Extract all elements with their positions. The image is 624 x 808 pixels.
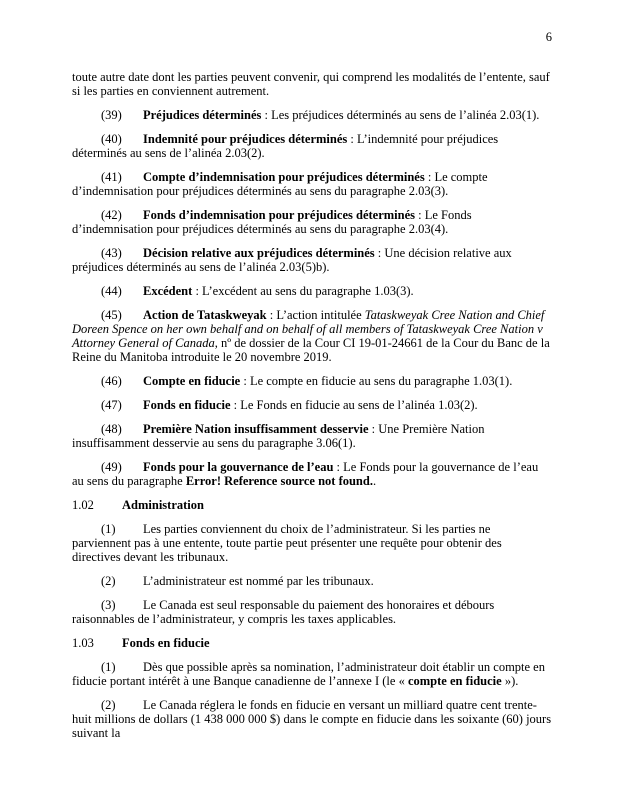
section-number: 1.03 xyxy=(72,636,94,650)
paragraph-number: (1) xyxy=(101,522,116,536)
text-segment: Tataskweyak Cree Nation and Chief Doreen Spence on her own behalf and on behalf of all members of Tataskweyak Cree Nation v Attorney General of Canada xyxy=(72,308,545,350)
text-segment: : Les préjudices déterminés au sens de l’alinéa 2.03(1). xyxy=(261,108,540,122)
paragraph-number: (41) xyxy=(101,170,122,184)
numbered-paragraph xyxy=(72,246,552,274)
text-segment: Compte en fiducie xyxy=(143,374,241,388)
numbered-paragraph xyxy=(72,170,552,198)
text-segment: Première Nation insuffisamment desservie xyxy=(143,422,369,436)
section-heading xyxy=(72,498,552,512)
numbered-paragraph xyxy=(72,422,552,450)
paragraph-number: (2) xyxy=(101,698,116,712)
text-segment: : Une Première Nation insuffisamment desservie au sens du paragraphe 3.06(1). xyxy=(72,422,485,450)
paragraph-number: (1) xyxy=(101,660,116,674)
numbered-paragraph xyxy=(72,460,552,488)
text-segment: Décision relative aux préjudices déterminés xyxy=(143,246,375,260)
text-segment: Le Canada est seul responsable du paiement des honoraires et débours raisonnables de l’administrateur, y compris les taxes applicables. xyxy=(72,598,495,626)
numbered-paragraph xyxy=(72,574,552,588)
numbered-paragraph xyxy=(72,698,552,740)
paragraph-number: (2) xyxy=(101,574,116,588)
text-segment: : Le Fonds d’indemnisation pour préjudices déterminés au sens du paragraphe 2.03(4). xyxy=(72,208,472,236)
paragraph-number: (46) xyxy=(101,374,122,388)
numbered-paragraph xyxy=(72,208,552,236)
text-segment: . xyxy=(372,474,377,488)
document-content xyxy=(72,70,552,740)
text-segment: Compte d’indemnisation pour préjudices déterminés xyxy=(143,170,425,184)
page-header xyxy=(72,30,552,44)
text-segment: Fonds d’indemnisation pour préjudices déterminés xyxy=(143,208,416,222)
numbered-paragraph xyxy=(72,284,552,298)
text-segment: : Le compte en fiducie au sens du paragraphe 1.03(1). xyxy=(240,374,513,388)
text-segment: L’administrateur est nommé par les tribunaux. xyxy=(143,574,374,588)
numbered-paragraph xyxy=(72,374,552,388)
paragraph-number: (43) xyxy=(101,246,122,260)
text-segment: Dès que possible après sa nomination, l’administrateur doit établir un compte en fiducie portant intérêt à une Banque canadienne de l’annexe I (le « xyxy=(72,660,545,688)
paragraph-number: (42) xyxy=(101,208,122,222)
numbered-paragraph xyxy=(72,522,552,564)
text-segment: : Une décision relative aux préjudices déterminés au sens de l’alinéa 2.03(5)b). xyxy=(72,246,512,274)
numbered-paragraph xyxy=(72,660,552,688)
text-segment: Excédent xyxy=(143,284,193,298)
paragraph-number: (3) xyxy=(101,598,116,612)
paragraph-number: (40) xyxy=(101,132,122,146)
numbered-paragraph xyxy=(72,598,552,626)
page-number: 6 xyxy=(545,30,552,44)
section-heading xyxy=(72,636,552,650)
text-segment: Indemnité pour préjudices déterminés xyxy=(143,132,348,146)
text-segment: Le Canada réglera le fonds en fiducie en versant un milliard quatre cent trente-huit millions de dollars (1 438 000 000 $) dans le compte en fiducie dans les soixante (60) jours suivant la xyxy=(72,698,552,740)
paragraph-number: (39) xyxy=(101,108,122,122)
text-segment: »). xyxy=(501,674,519,688)
text-segment: : Le compte d’indemnisation pour préjudices déterminés au sens du paragraphe 2.03(3). xyxy=(72,170,488,198)
paragraph-number: (47) xyxy=(101,398,122,412)
body-paragraph xyxy=(72,70,552,98)
text-segment: Error! Reference source not found. xyxy=(185,474,373,488)
text-segment: Action de Tataskweyak xyxy=(143,308,267,322)
text-segment: toute autre date dont les parties peuvent convenir, qui comprend les modalités de l’entente, sauf si les parties en conviennent autrement. xyxy=(72,70,550,98)
text-segment: Les parties conviennent du choix de l’administrateur. Si les parties ne parviennent pas à une entente, toute partie peut présenter une requête pour obtenir des directives devant les tribunaux. xyxy=(72,522,502,564)
text-segment: : Le Fonds en fiducie au sens de l’alinéa 1.03(2). xyxy=(230,398,478,412)
section-title: Administration xyxy=(122,498,204,512)
numbered-paragraph xyxy=(72,308,552,364)
text-segment: Préjudices déterminés xyxy=(143,108,262,122)
section-title: Fonds en fiducie xyxy=(122,636,210,650)
text-segment: Fonds en fiducie xyxy=(143,398,231,412)
numbered-paragraph xyxy=(72,132,552,160)
text-segment: Fonds pour la gouvernance de l’eau xyxy=(143,460,334,474)
text-segment: : Le Fonds pour la gouvernance de l’eau au sens du paragraphe xyxy=(72,460,539,488)
paragraph-number: (49) xyxy=(101,460,122,474)
text-segment: , nº de dossier de la Cour CI 19-01-24661 de la Cour du Banc de la Reine du Manitoba introduite le 20 novembre 2019. xyxy=(72,336,550,364)
text-segment: : L’excédent au sens du paragraphe 1.03(3). xyxy=(192,284,414,298)
paragraph-number: (44) xyxy=(101,284,122,298)
text-segment: : L’action intitulée xyxy=(266,308,365,322)
text-segment: compte en fiducie xyxy=(407,674,502,688)
paragraph-number: (45) xyxy=(101,308,122,322)
section-number: 1.02 xyxy=(72,498,94,512)
numbered-paragraph xyxy=(72,108,552,122)
paragraph-number: (48) xyxy=(101,422,122,436)
text-segment: : L’indemnité pour préjudices déterminés au sens de l’alinéa 2.03(2). xyxy=(72,132,499,160)
numbered-paragraph xyxy=(72,398,552,412)
